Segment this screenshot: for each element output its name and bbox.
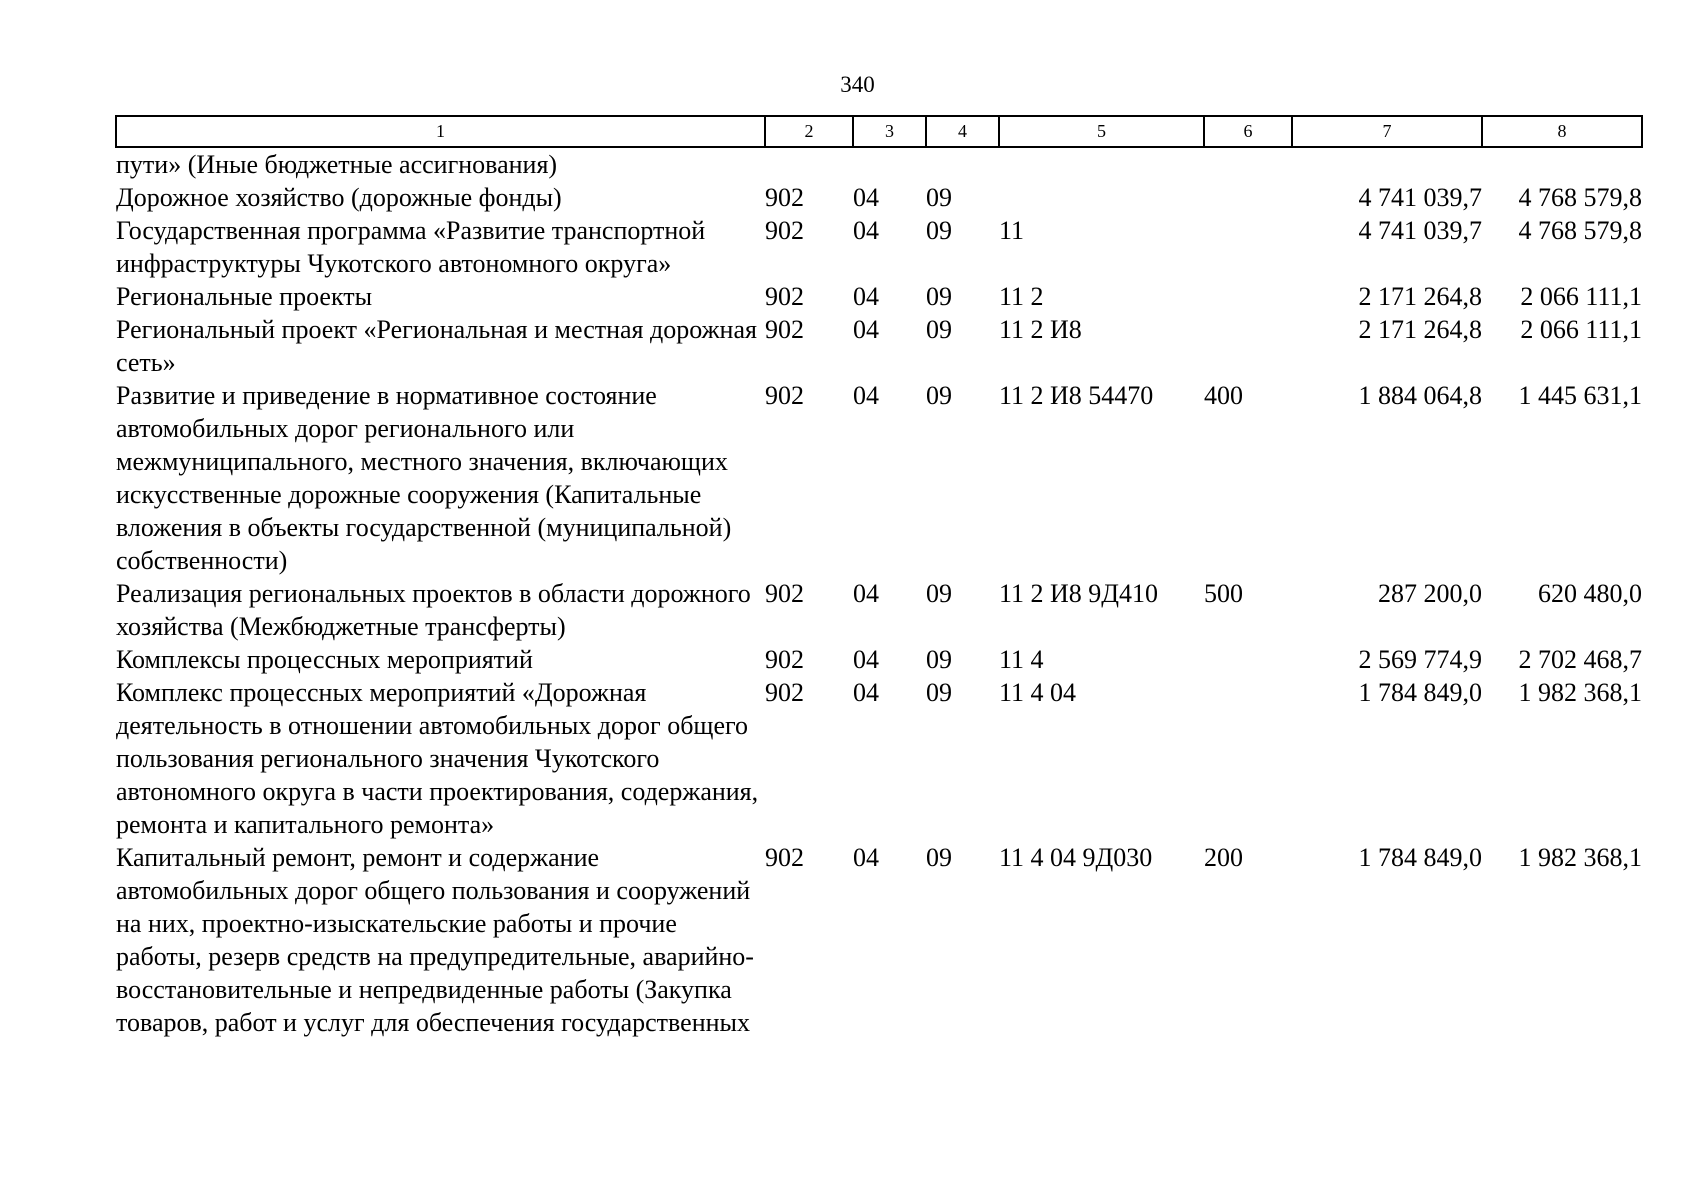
target-article-code: 11 2	[999, 282, 1044, 311]
row-name: Комплексы процессных мероприятий	[116, 645, 533, 674]
amount-column-7: 1 884 064,8	[1358, 381, 1482, 410]
ministry-code: 902	[765, 183, 804, 212]
section-code: 04	[853, 843, 879, 872]
expense-type-code	[1204, 280, 1292, 313]
subsection-code: 09	[926, 282, 952, 311]
target-article-code: 11 2 И8 9Д410	[999, 579, 1159, 608]
row-name: Региональные проекты	[116, 282, 373, 311]
subsection-code: 09	[926, 381, 952, 410]
amount-column-7: 4 741 039,7	[1358, 216, 1482, 245]
ministry-code	[765, 147, 853, 181]
amount-column-8: 1 445 631,1	[1518, 381, 1642, 410]
amount-column-8: 2 066 111,1	[1520, 282, 1642, 311]
target-article-code: 11 4	[999, 645, 1044, 674]
subsection-code: 09	[926, 843, 952, 872]
amount-column-7: 1 784 849,0	[1358, 678, 1482, 707]
section-code: 04	[853, 678, 879, 707]
column-header-3: 3	[853, 116, 926, 147]
row-name: пути» (Иные бюджетные ассигнования)	[116, 150, 558, 179]
column-header-4: 4	[926, 116, 999, 147]
amount-column-7: 2 171 264,8	[1358, 315, 1482, 344]
table-row	[116, 577, 1642, 643]
ministry-code: 902	[765, 579, 804, 608]
expense-type-code	[1204, 181, 1292, 214]
amount-column-8: 1 982 368,1	[1518, 678, 1642, 707]
ministry-code: 902	[765, 645, 804, 674]
subsection-code: 09	[926, 645, 952, 674]
amount-column-7: 287 200,0	[1378, 579, 1482, 608]
section-code: 04	[853, 315, 879, 344]
ministry-code: 902	[765, 216, 804, 245]
subsection-code: 09	[926, 579, 952, 608]
column-number-header-row	[116, 116, 1642, 147]
target-article-code	[999, 147, 1204, 181]
section-code: 04	[853, 645, 879, 674]
ministry-code: 902	[765, 678, 804, 707]
ministry-code: 902	[765, 843, 804, 872]
page-number: 340	[840, 72, 875, 97]
row-name: Капитальный ремонт, ремонт и содержание автомобильных дорог общего пользования и сооружений на них, проектно-изыскательские работы и прочие работы, резерв средств на предупредительные, аварийно-восстановительные и непредвиденные работы (Закупка товаров, работ и услуг для обеспечения государственных	[116, 843, 754, 1037]
expense-type-code	[1204, 147, 1292, 181]
expense-type-code	[1204, 676, 1292, 841]
section-code: 04	[853, 216, 879, 245]
target-article-code	[999, 181, 1204, 214]
expense-type-code: 500	[1204, 579, 1243, 608]
table-row	[116, 147, 1642, 181]
table-row	[116, 280, 1642, 313]
section-code	[853, 147, 926, 181]
section-code: 04	[853, 579, 879, 608]
row-name: Дорожное хозяйство (дорожные фонды)	[116, 183, 562, 212]
amount-column-7: 1 784 849,0	[1358, 843, 1482, 872]
ministry-code: 902	[765, 282, 804, 311]
subsection-code: 09	[926, 216, 952, 245]
column-header-2: 2	[765, 116, 853, 147]
amount-column-8: 2 066 111,1	[1520, 315, 1642, 344]
section-code: 04	[853, 183, 879, 212]
amount-column-8: 4 768 579,8	[1518, 183, 1642, 212]
table-row	[116, 841, 1642, 1039]
target-article-code: 11	[999, 216, 1025, 245]
table-row	[116, 643, 1642, 676]
amount-column-7: 2 171 264,8	[1358, 282, 1482, 311]
expense-type-code	[1204, 214, 1292, 280]
column-header-6: 6	[1204, 116, 1292, 147]
target-article-code: 11 2 И8 54470	[999, 381, 1154, 410]
amount-column-7	[1292, 147, 1482, 181]
table-row	[116, 313, 1642, 379]
amount-column-8: 2 702 468,7	[1518, 645, 1642, 674]
ministry-code: 902	[765, 315, 804, 344]
subsection-code: 09	[926, 315, 952, 344]
table-row	[116, 181, 1642, 214]
amount-column-8: 4 768 579,8	[1518, 216, 1642, 245]
target-article-code: 11 4 04	[999, 678, 1077, 707]
row-name: Комплекс процессных мероприятий «Дорожная деятельность в отношении автомобильных дорог общего пользования регионального значения Чукотского автономного округа в части проектирования, содержания, ремонта и капитального ремонта»	[116, 678, 759, 839]
table-row	[116, 379, 1642, 577]
expense-type-code	[1204, 313, 1292, 379]
amount-column-7: 4 741 039,7	[1358, 183, 1482, 212]
amount-column-8: 1 982 368,1	[1518, 843, 1642, 872]
row-name: Региональный проект «Региональная и местная дорожная сеть»	[116, 315, 757, 377]
subsection-code: 09	[926, 183, 952, 212]
column-header-5: 5	[999, 116, 1204, 147]
row-name: Развитие и приведение в нормативное состояние автомобильных дорог регионального или межмуниципального, местного значения, включающих искусственные дорожные сооружения (Капитальные вложения в объекты государственной (муниципальной) собственности)	[116, 381, 732, 575]
section-code: 04	[853, 381, 879, 410]
target-article-code: 11 2 И8	[999, 315, 1082, 344]
amount-column-7: 2 569 774,9	[1358, 645, 1482, 674]
row-name: Государственная программа «Развитие транспортной инфраструктуры Чукотского автономного округа»	[116, 216, 706, 278]
subsection-code: 09	[926, 678, 952, 707]
ministry-code: 902	[765, 381, 804, 410]
expense-type-code	[1204, 643, 1292, 676]
section-code: 04	[853, 282, 879, 311]
budget-table	[115, 115, 1643, 1039]
table-row	[116, 214, 1642, 280]
amount-column-8: 620 480,0	[1538, 579, 1642, 608]
column-header-1: 1	[116, 116, 765, 147]
target-article-code: 11 4 04 9Д030	[999, 843, 1153, 872]
expense-type-code: 400	[1204, 381, 1243, 410]
row-name: Реализация региональных проектов в области дорожного хозяйства (Межбюджетные трансферты)	[116, 579, 751, 641]
column-header-7: 7	[1292, 116, 1482, 147]
column-header-8: 8	[1482, 116, 1642, 147]
subsection-code	[926, 147, 999, 181]
table-row	[116, 676, 1642, 841]
expense-type-code: 200	[1204, 843, 1243, 872]
amount-column-8	[1482, 147, 1642, 181]
